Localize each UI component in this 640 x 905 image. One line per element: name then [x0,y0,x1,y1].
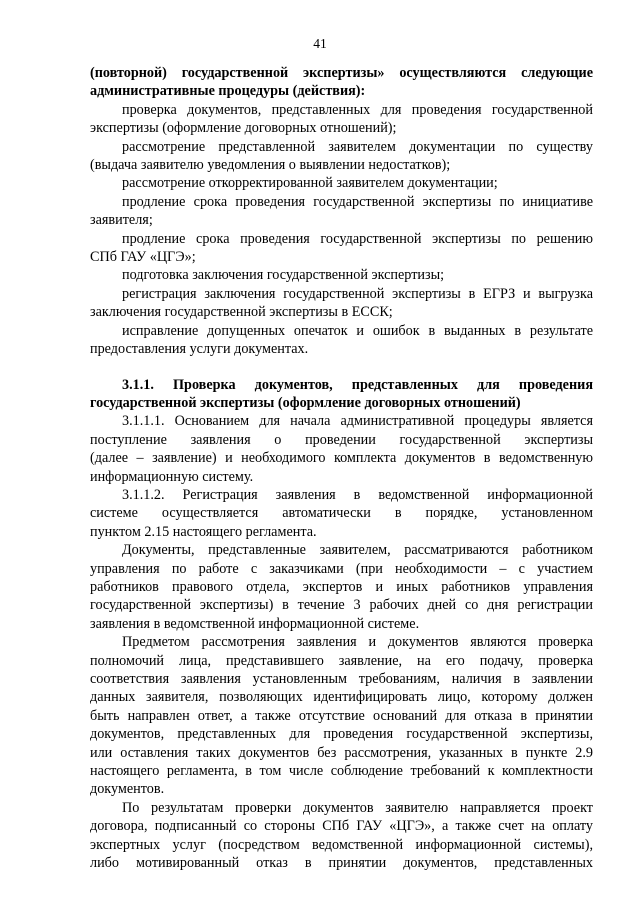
text-line: продление срока проведения государственной экспертизы по решению [122,230,593,247]
text-line: информационную систему. [90,468,254,485]
text-line: государственной экспертизы) в течение 3 рабочих дней со дня регистрации [90,597,593,614]
text-line: документов. [90,781,165,798]
text-line: управления по работе с заказчиками (при необходимости – с участием [90,560,593,577]
text-line: работников правового отдела, экспертов и иных работников управления [90,578,593,595]
heading-line: административные процедуры (действия): [90,83,366,100]
text-line: экспертных услуг (посредством ведомственной информационной системы), [90,836,593,853]
heading-line: государственной экспертизы (оформление договорных отношений) [90,394,521,411]
text-line: данных заявителя, позволяющих идентифицировать лицо, которому должен [90,689,593,706]
text-line: пунктом 2.15 настоящего регламента. [90,523,317,540]
text-line: исправление допущенных опечаток и ошибок в выданных в результате [122,322,593,339]
text-line: экспертизы (оформление договорных отношений); [90,120,397,137]
section-spacer [90,359,593,376]
text-line: предоставления услуги документах. [90,341,309,358]
text-line: документов, представленных для проведения государственной экспертизы, [90,726,593,743]
text-line: По результатам проверки документов заявителю направляется проект [122,799,593,816]
text-line: поступление заявления о проведении государственной экспертизы [90,431,593,448]
text-line: заключения государственной экспертизы в ЕССК; [90,304,393,321]
text-line: системе осуществляется автоматически в порядке, установленном [90,505,593,522]
text-line: регистрация заключения государственной экспертизы в ЕГРЗ и выгрузка [122,285,593,302]
text-line: продление срока проведения государственной экспертизы по инициативе [122,193,593,210]
text-line: (выдача заявителю уведомления о выявлении недостатков); [90,157,451,174]
text-line: 3.1.1.1. Основанием для начала административной процедуры является [122,413,593,430]
text-line: полномочий лица, представившего заявление, на его подачу, проверка [90,652,593,669]
page-number: 41 [313,36,327,51]
text-line: 3.1.1.2. Регистрация заявления в ведомственной информационной [122,486,593,503]
text-line: соответствия заявления установленным требованиям, наличия в заявлении [90,671,593,687]
text-line: быть направлен ответ, а также отсутствие оснований для отказа в принятии [90,707,593,724]
heading-line: (повторной) государственной экспертизы» осуществляются следующие [90,65,593,81]
text-line: рассмотрение откорректированной заявителем документации; [122,175,498,192]
text-line: Предметом рассмотрения заявления и документов являются проверка [122,634,593,651]
text-line: Документы, представленные заявителем, рассматриваются работником [122,542,593,559]
text-line: СПб ГАУ «ЦГЭ»; [90,249,196,266]
text-line: или оставления таких документов без рассмотрения, указанных в пункте 2.9 [90,744,593,761]
document-body [90,64,593,872]
text-line: рассмотрение представленной заявителем документации по существу [122,138,593,155]
text-line: заявителя; [90,212,153,229]
text-line: заявления в ведомственной информационной системе. [90,615,420,632]
text-line: проверка документов, представленных для проведения государственной [122,101,593,118]
text-line: (далее – заявление) и необходимого комплекта документов в ведомственную [90,450,593,467]
text-line: настоящего регламента, в том числе соблюдение требований к комплектности [90,763,593,780]
text-line: договора, подписанный со стороны СПб ГАУ «ЦГЭ», а также счет на оплату [90,818,593,835]
text-line: подготовка заключения государственной экспертизы; [122,267,445,284]
heading-line: 3.1.1. Проверка документов, представленных для проведения [122,376,593,393]
text-line: либо мотивированный отказ в принятии документов, представленных [90,855,593,872]
